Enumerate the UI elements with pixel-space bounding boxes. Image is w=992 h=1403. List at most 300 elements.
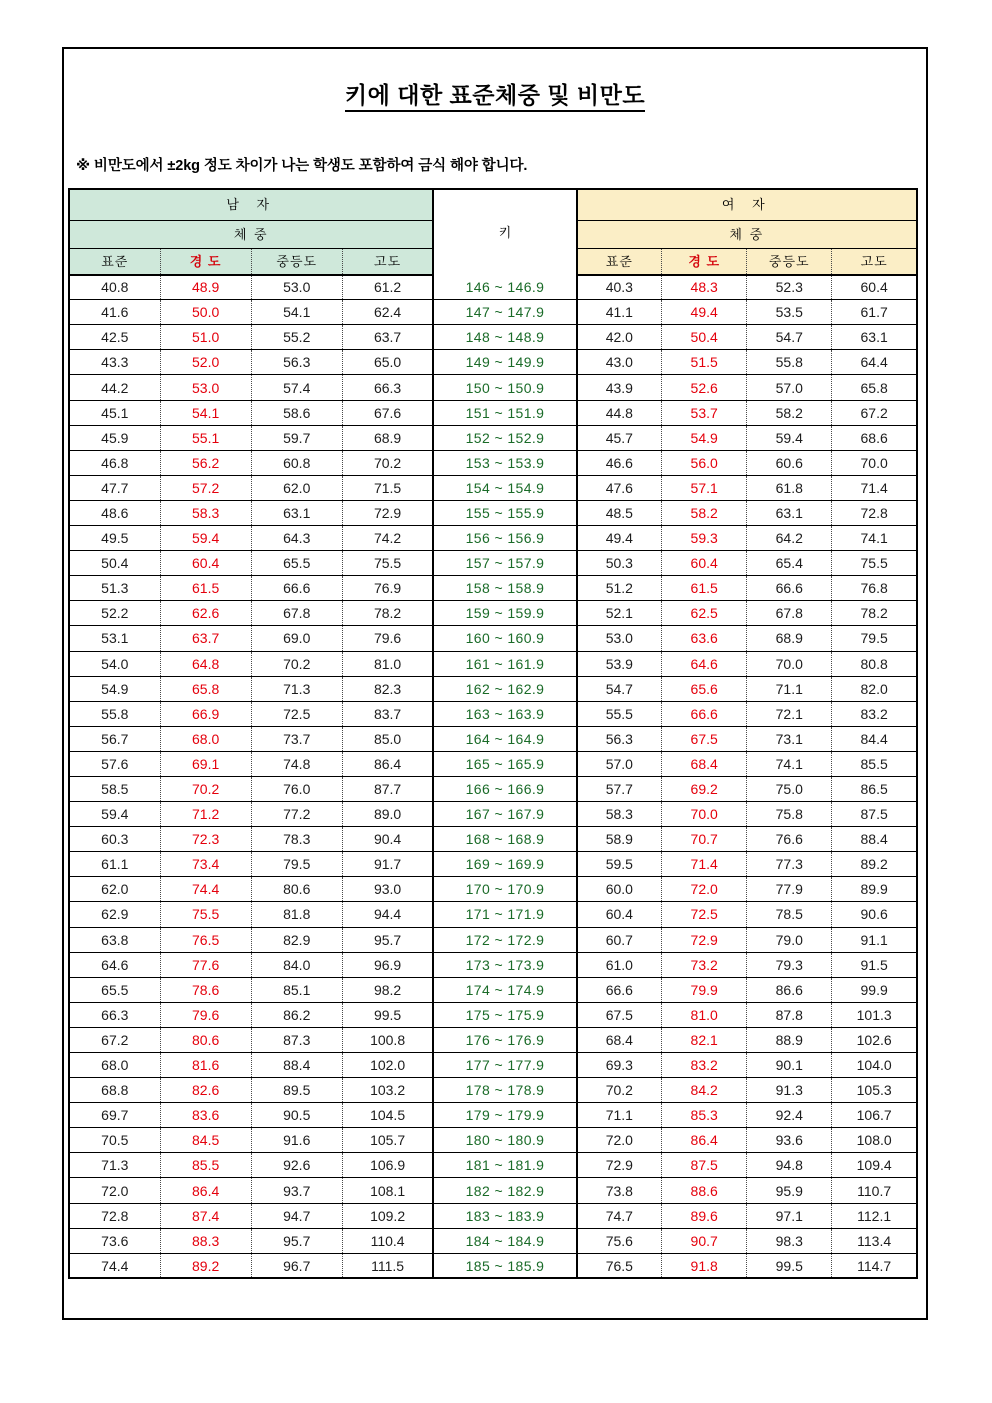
cell-male-mild: 57.2 bbox=[160, 475, 251, 500]
cell-female-standard: 70.2 bbox=[577, 1078, 662, 1103]
cell-height-range: 176 ~ 176.9 bbox=[433, 1027, 576, 1052]
cell-male-moderate: 56.3 bbox=[251, 350, 342, 375]
cell-height-range: 168 ~ 168.9 bbox=[433, 827, 576, 852]
cell-male-mild: 69.1 bbox=[160, 751, 251, 776]
cell-male-mild: 54.1 bbox=[160, 400, 251, 425]
cell-female-standard: 53.9 bbox=[577, 651, 662, 676]
cell-male-severe: 65.0 bbox=[342, 350, 433, 375]
cell-female-mild: 61.5 bbox=[662, 576, 747, 601]
cell-male-moderate: 80.6 bbox=[251, 877, 342, 902]
table-row bbox=[69, 1153, 917, 1178]
cell-male-severe: 75.5 bbox=[342, 551, 433, 576]
table-row bbox=[69, 400, 917, 425]
cell-male-standard: 55.8 bbox=[69, 701, 160, 726]
cell-male-moderate: 77.2 bbox=[251, 802, 342, 827]
cell-height-range: 162 ~ 162.9 bbox=[433, 676, 576, 701]
cell-female-standard: 43.9 bbox=[577, 375, 662, 400]
cell-male-moderate: 64.3 bbox=[251, 526, 342, 551]
col-header-male-mild: 경 도 bbox=[160, 249, 251, 275]
cell-male-moderate: 60.8 bbox=[251, 450, 342, 475]
cell-female-mild: 49.4 bbox=[662, 300, 747, 325]
cell-height-range: 185 ~ 185.9 bbox=[433, 1253, 576, 1278]
cell-female-moderate: 59.4 bbox=[747, 425, 832, 450]
cell-male-mild: 71.2 bbox=[160, 802, 251, 827]
cell-female-mild: 72.5 bbox=[662, 902, 747, 927]
cell-male-severe: 94.4 bbox=[342, 902, 433, 927]
cell-female-standard: 68.4 bbox=[577, 1027, 662, 1052]
cell-height-range: 164 ~ 164.9 bbox=[433, 726, 576, 751]
cell-female-moderate: 77.3 bbox=[747, 852, 832, 877]
cell-female-standard: 75.6 bbox=[577, 1228, 662, 1253]
cell-height-range: 154 ~ 154.9 bbox=[433, 475, 576, 500]
table-body bbox=[69, 189, 917, 1279]
cell-female-mild: 73.2 bbox=[662, 952, 747, 977]
cell-female-mild: 67.5 bbox=[662, 726, 747, 751]
cell-female-standard: 46.6 bbox=[577, 450, 662, 475]
cell-male-moderate: 58.6 bbox=[251, 400, 342, 425]
cell-female-moderate: 94.8 bbox=[747, 1153, 832, 1178]
cell-male-moderate: 74.8 bbox=[251, 751, 342, 776]
cell-male-mild: 56.2 bbox=[160, 450, 251, 475]
cell-male-mild: 58.3 bbox=[160, 500, 251, 525]
cell-female-severe: 104.0 bbox=[832, 1053, 917, 1078]
col-header-male-standard: 표준 bbox=[69, 249, 160, 275]
cell-male-standard: 54.9 bbox=[69, 676, 160, 701]
cell-male-severe: 74.2 bbox=[342, 526, 433, 551]
cell-female-severe: 78.2 bbox=[832, 601, 917, 626]
cell-female-standard: 49.4 bbox=[577, 526, 662, 551]
page-title bbox=[64, 82, 926, 110]
cell-male-standard: 67.2 bbox=[69, 1027, 160, 1052]
cell-height-range: 181 ~ 181.9 bbox=[433, 1153, 576, 1178]
col-header-female-severe: 고도 bbox=[832, 249, 917, 275]
cell-female-standard: 76.5 bbox=[605, 1257, 633, 1274]
table-row bbox=[69, 576, 917, 601]
table-row bbox=[69, 1203, 917, 1228]
cell-female-standard: 44.8 bbox=[577, 400, 662, 425]
cell-female-mild: 85.3 bbox=[662, 1103, 747, 1128]
cell-female-mild: 70.0 bbox=[662, 802, 747, 827]
cell-female-severe: 82.0 bbox=[832, 676, 917, 701]
cell-female-moderate: 72.1 bbox=[747, 701, 832, 726]
cell-female-mild: 88.6 bbox=[662, 1178, 747, 1203]
cell-female-moderate: 93.6 bbox=[747, 1128, 832, 1153]
cell-female-moderate: 57.0 bbox=[747, 375, 832, 400]
cell-female-mild: 71.4 bbox=[662, 852, 747, 877]
cell-male-mild: 87.4 bbox=[160, 1203, 251, 1228]
cell-female-mild: 64.6 bbox=[662, 651, 747, 676]
cell-female-severe: 64.4 bbox=[832, 350, 917, 375]
cell-male-moderate: 79.5 bbox=[251, 852, 342, 877]
table-row bbox=[69, 601, 917, 626]
cell-female-standard: 73.8 bbox=[577, 1178, 662, 1203]
cell-female-moderate: 79.0 bbox=[747, 927, 832, 952]
cell-female-standard: 60.0 bbox=[577, 877, 662, 902]
cell-male-standard: 42.5 bbox=[69, 325, 160, 350]
table-row bbox=[69, 375, 917, 400]
cell-female-mild: 66.6 bbox=[662, 701, 747, 726]
cell-male-severe: 86.4 bbox=[342, 751, 433, 776]
cell-male-moderate: 65.5 bbox=[251, 551, 342, 576]
cell-female-mild: 63.6 bbox=[662, 626, 747, 651]
cell-male-severe: 105.7 bbox=[342, 1128, 433, 1153]
cell-male-mild: 72.3 bbox=[160, 827, 251, 852]
cell-male-mild: 63.7 bbox=[160, 626, 251, 651]
cell-male-standard: 73.6 bbox=[69, 1228, 160, 1253]
cell-female-moderate: 95.9 bbox=[747, 1178, 832, 1203]
col-header-male-moderate: 중등도 bbox=[251, 249, 342, 275]
table-row bbox=[69, 551, 917, 576]
cell-female-standard: 60.7 bbox=[577, 927, 662, 952]
cell-height-range: 146 ~ 146.9 bbox=[433, 275, 576, 300]
cell-male-severe: 103.2 bbox=[342, 1078, 433, 1103]
table-row bbox=[69, 425, 917, 450]
cell-male-moderate: 87.3 bbox=[251, 1027, 342, 1052]
cell-male-moderate: 93.7 bbox=[251, 1178, 342, 1203]
table-row bbox=[69, 1128, 917, 1153]
cell-male-moderate: 71.3 bbox=[251, 676, 342, 701]
cell-female-moderate: 98.3 bbox=[747, 1228, 832, 1253]
cell-female-mild: 70.7 bbox=[662, 827, 747, 852]
cell-female-standard: 69.3 bbox=[577, 1053, 662, 1078]
cell-female-severe: 89.9 bbox=[832, 877, 917, 902]
cell-male-moderate: 91.6 bbox=[251, 1128, 342, 1153]
cell-male-mild: 52.0 bbox=[160, 350, 251, 375]
cell-male-standard: 53.1 bbox=[69, 626, 160, 651]
cell-height-range: 170 ~ 170.9 bbox=[433, 877, 576, 902]
cell-female-severe: 87.5 bbox=[832, 802, 917, 827]
cell-female-mild: 48.3 bbox=[662, 275, 747, 300]
cell-male-severe: 79.6 bbox=[342, 626, 433, 651]
cell-height-range: 152 ~ 152.9 bbox=[433, 425, 576, 450]
cell-height-range: 165 ~ 165.9 bbox=[433, 751, 576, 776]
cell-female-moderate: 76.6 bbox=[747, 827, 832, 852]
cell-male-severe: 100.8 bbox=[342, 1027, 433, 1052]
cell-female-mild: 91.8 bbox=[662, 1253, 747, 1278]
cell-female-moderate: 74.1 bbox=[747, 751, 832, 776]
cell-male-standard: 58.5 bbox=[69, 776, 160, 801]
cell-male-severe: 68.9 bbox=[342, 425, 433, 450]
cell-male-mild: 77.6 bbox=[160, 952, 251, 977]
cell-female-severe: 70.0 bbox=[832, 450, 917, 475]
cell-female-standard: 56.3 bbox=[577, 726, 662, 751]
cell-height-range: 177 ~ 177.9 bbox=[433, 1053, 576, 1078]
cell-female-severe: 114.7 bbox=[832, 1253, 917, 1278]
cell-height-range: 172 ~ 172.9 bbox=[433, 927, 576, 952]
table-row bbox=[69, 1078, 917, 1103]
cell-female-moderate: 70.0 bbox=[747, 651, 832, 676]
cell-male-mild: 53.0 bbox=[160, 375, 251, 400]
cell-female-severe: 91.1 bbox=[832, 927, 917, 952]
cell-male-standard: 70.5 bbox=[69, 1128, 160, 1153]
cell-height-range: 184 ~ 184.9 bbox=[433, 1228, 576, 1253]
cell-male-mild: 48.9 bbox=[160, 275, 251, 300]
table-row bbox=[69, 977, 917, 1002]
cell-male-severe: 95.7 bbox=[342, 927, 433, 952]
cell-female-moderate: 75.0 bbox=[747, 776, 832, 801]
table-row bbox=[69, 500, 917, 525]
cell-male-severe: 109.2 bbox=[342, 1203, 433, 1228]
cell-female-moderate: 54.7 bbox=[747, 325, 832, 350]
cell-male-mild: 78.6 bbox=[160, 977, 251, 1002]
bmi-table-wrap bbox=[68, 188, 918, 1280]
cell-male-severe: 78.2 bbox=[342, 601, 433, 626]
cell-female-severe: 113.4 bbox=[832, 1228, 917, 1253]
cell-male-moderate: 57.4 bbox=[251, 375, 342, 400]
cell-female-severe: 99.9 bbox=[832, 977, 917, 1002]
cell-male-severe: 93.0 bbox=[342, 877, 433, 902]
col-header-female-moderate: 중등도 bbox=[747, 249, 832, 275]
cell-female-severe: 71.4 bbox=[832, 475, 917, 500]
cell-male-severe: 76.9 bbox=[342, 576, 433, 601]
cell-male-standard: 50.4 bbox=[69, 551, 160, 576]
table-row bbox=[69, 701, 917, 726]
cell-female-standard: 52.1 bbox=[577, 601, 662, 626]
cell-height-range: 171 ~ 171.9 bbox=[433, 902, 576, 927]
cell-height-range: 180 ~ 180.9 bbox=[433, 1128, 576, 1153]
cell-male-severe: 70.2 bbox=[342, 450, 433, 475]
table-row bbox=[69, 802, 917, 827]
cell-female-mild: 79.9 bbox=[662, 977, 747, 1002]
cell-female-standard: 40.3 bbox=[577, 275, 662, 300]
cell-female-mild: 53.7 bbox=[662, 400, 747, 425]
table-row bbox=[69, 1002, 917, 1027]
cell-female-mild: 57.1 bbox=[662, 475, 747, 500]
group-title-row bbox=[69, 189, 917, 221]
col-header-female-standard: 표준 bbox=[577, 249, 662, 275]
cell-female-standard: 50.3 bbox=[577, 551, 662, 576]
cell-female-severe: 101.3 bbox=[832, 1002, 917, 1027]
cell-male-mild: 59.4 bbox=[160, 526, 251, 551]
cell-female-moderate: 53.5 bbox=[747, 300, 832, 325]
cell-male-moderate: 62.0 bbox=[251, 475, 342, 500]
table-row bbox=[69, 450, 917, 475]
cell-male-moderate: 94.7 bbox=[251, 1203, 342, 1228]
cell-male-mild: 79.6 bbox=[160, 1002, 251, 1027]
cell-female-standard: 61.0 bbox=[577, 952, 662, 977]
cell-female-standard: 42.0 bbox=[577, 325, 662, 350]
cell-male-moderate: 66.6 bbox=[251, 576, 342, 601]
cell-female-mild: 52.6 bbox=[662, 375, 747, 400]
cell-height-range: 148 ~ 148.9 bbox=[433, 325, 576, 350]
cell-male-mild: 55.1 bbox=[160, 425, 251, 450]
cell-male-standard: 59.4 bbox=[69, 802, 160, 827]
cell-female-severe: 89.2 bbox=[832, 852, 917, 877]
cell-female-moderate: 88.9 bbox=[747, 1027, 832, 1052]
cell-female-standard: 72.0 bbox=[577, 1128, 662, 1153]
cell-male-standard: 72.8 bbox=[69, 1203, 160, 1228]
cell-male-moderate: 73.7 bbox=[251, 726, 342, 751]
cell-male-moderate: 63.1 bbox=[251, 500, 342, 525]
cell-height-range: 156 ~ 156.9 bbox=[433, 526, 576, 551]
cell-female-severe: 75.5 bbox=[832, 551, 917, 576]
cell-male-standard: 44.2 bbox=[69, 375, 160, 400]
cell-male-standard: 57.6 bbox=[69, 751, 160, 776]
cell-female-mild: 83.2 bbox=[662, 1053, 747, 1078]
cell-male-standard: 49.5 bbox=[69, 526, 160, 551]
cell-male-severe: 110.4 bbox=[342, 1228, 433, 1253]
cell-female-standard: 58.3 bbox=[577, 802, 662, 827]
cell-height-range: 155 ~ 155.9 bbox=[433, 500, 576, 525]
cell-female-severe: 65.8 bbox=[832, 375, 917, 400]
cell-female-severe: 108.0 bbox=[832, 1128, 917, 1153]
cell-male-moderate: 84.0 bbox=[251, 952, 342, 977]
cell-male-standard: 43.3 bbox=[69, 350, 160, 375]
cell-male-mild: 61.5 bbox=[160, 576, 251, 601]
cell-male-mild: 84.5 bbox=[160, 1128, 251, 1153]
cell-female-moderate: 58.2 bbox=[747, 400, 832, 425]
cell-female-severe: 102.6 bbox=[832, 1027, 917, 1052]
cell-male-mild: 60.4 bbox=[160, 551, 251, 576]
cell-male-standard: 65.5 bbox=[69, 977, 160, 1002]
cell-male-standard: 48.6 bbox=[69, 500, 160, 525]
cell-male-moderate: 89.5 bbox=[251, 1078, 342, 1103]
cell-male-standard: 41.6 bbox=[69, 300, 160, 325]
cell-male-standard: 62.9 bbox=[69, 902, 160, 927]
cell-height-range: 150 ~ 150.9 bbox=[433, 375, 576, 400]
cell-male-standard: 69.7 bbox=[69, 1103, 160, 1128]
cell-height-range: 167 ~ 167.9 bbox=[433, 802, 576, 827]
cell-female-moderate: 78.5 bbox=[747, 902, 832, 927]
cell-male-moderate: 59.7 bbox=[251, 425, 342, 450]
cell-female-severe: 91.5 bbox=[832, 952, 917, 977]
cell-female-severe: 90.6 bbox=[832, 902, 917, 927]
cell-male-severe: 63.7 bbox=[342, 325, 433, 350]
cell-height-range: 159 ~ 159.9 bbox=[433, 601, 576, 626]
cell-female-mild: 69.2 bbox=[662, 776, 747, 801]
cell-female-severe: 112.1 bbox=[832, 1203, 917, 1228]
cell-male-severe: 85.0 bbox=[342, 726, 433, 751]
cell-male-moderate: 55.2 bbox=[251, 325, 342, 350]
cell-female-moderate: 86.6 bbox=[747, 977, 832, 1002]
cell-female-standard: 71.1 bbox=[577, 1103, 662, 1128]
cell-height-range: 153 ~ 153.9 bbox=[433, 450, 576, 475]
standard-weight-obesity-table bbox=[68, 188, 918, 1280]
cell-male-mild: 89.2 bbox=[160, 1253, 251, 1278]
cell-male-mild: 75.5 bbox=[160, 902, 251, 927]
cell-female-severe: 74.1 bbox=[832, 526, 917, 551]
cell-male-standard: 74.4 bbox=[101, 1257, 129, 1274]
cell-male-mild: 51.0 bbox=[160, 325, 251, 350]
col-header-female-mild: 경 도 bbox=[662, 249, 747, 275]
cell-female-mild: 86.4 bbox=[662, 1128, 747, 1153]
cell-female-standard: 58.9 bbox=[577, 827, 662, 852]
cell-height-range: 182 ~ 182.9 bbox=[433, 1178, 576, 1203]
cell-height-range: 149 ~ 149.9 bbox=[433, 350, 576, 375]
cell-male-severe: 89.0 bbox=[342, 802, 433, 827]
cell-male-mild: 66.9 bbox=[160, 701, 251, 726]
cell-male-mild: 81.6 bbox=[160, 1053, 251, 1078]
cell-female-mild: 87.5 bbox=[662, 1153, 747, 1178]
cell-female-severe: 106.7 bbox=[832, 1103, 917, 1128]
cell-male-severe: 111.5 bbox=[342, 1253, 433, 1278]
cell-male-moderate: 67.8 bbox=[251, 601, 342, 626]
table-row bbox=[69, 1178, 917, 1203]
cell-female-standard: 67.5 bbox=[577, 1002, 662, 1027]
cell-male-mild: 88.3 bbox=[160, 1228, 251, 1253]
cell-female-moderate: 65.4 bbox=[747, 551, 832, 576]
cell-male-moderate: 86.2 bbox=[251, 1002, 342, 1027]
cell-male-mild: 86.4 bbox=[160, 1178, 251, 1203]
table-row bbox=[69, 927, 917, 952]
cell-female-mild: 62.5 bbox=[662, 601, 747, 626]
cell-male-severe: 67.6 bbox=[342, 400, 433, 425]
cell-female-severe: 60.4 bbox=[832, 275, 917, 300]
cell-female-mild: 89.6 bbox=[662, 1203, 747, 1228]
cell-female-standard: 74.7 bbox=[577, 1203, 662, 1228]
table-row bbox=[69, 1053, 917, 1078]
group-header-female: 여 자 bbox=[577, 189, 917, 221]
cell-height-range: 175 ~ 175.9 bbox=[433, 1002, 576, 1027]
cell-female-mild: 68.4 bbox=[662, 751, 747, 776]
cell-height-range: 151 ~ 151.9 bbox=[433, 400, 576, 425]
cell-female-severe: 85.5 bbox=[832, 751, 917, 776]
cell-male-mild: 74.4 bbox=[160, 877, 251, 902]
cell-female-severe: 68.6 bbox=[832, 425, 917, 450]
table-row bbox=[69, 300, 917, 325]
cell-height-range: 183 ~ 183.9 bbox=[433, 1203, 576, 1228]
cell-female-standard: 41.1 bbox=[577, 300, 662, 325]
table-row bbox=[69, 1253, 917, 1278]
cell-female-moderate: 92.4 bbox=[747, 1103, 832, 1128]
cell-female-mild: 54.9 bbox=[662, 425, 747, 450]
cell-male-moderate: 90.5 bbox=[251, 1103, 342, 1128]
cell-height-range: 166 ~ 166.9 bbox=[433, 776, 576, 801]
cell-male-moderate: 53.0 bbox=[251, 275, 342, 300]
page-title-text: 키에 대한 표준체중 및 비만도 bbox=[345, 82, 645, 112]
cell-female-severe: 80.8 bbox=[832, 651, 917, 676]
cell-female-moderate: 64.2 bbox=[747, 526, 832, 551]
cell-male-standard: 40.8 bbox=[69, 275, 160, 300]
cell-male-standard: 62.0 bbox=[69, 877, 160, 902]
cell-female-mild: 72.9 bbox=[662, 927, 747, 952]
cell-female-mild: 59.3 bbox=[662, 526, 747, 551]
cell-height-range: 169 ~ 169.9 bbox=[433, 852, 576, 877]
cell-height-range: 161 ~ 161.9 bbox=[433, 651, 576, 676]
cell-male-standard: 45.1 bbox=[69, 400, 160, 425]
cell-female-severe: 79.5 bbox=[832, 626, 917, 651]
cell-female-standard: 57.7 bbox=[577, 776, 662, 801]
cell-female-mild: 72.0 bbox=[662, 877, 747, 902]
cell-male-standard: 61.1 bbox=[69, 852, 160, 877]
cell-female-standard: 53.0 bbox=[577, 626, 662, 651]
cell-male-moderate: 76.0 bbox=[251, 776, 342, 801]
cell-female-standard: 57.0 bbox=[577, 751, 662, 776]
cell-female-standard: 54.7 bbox=[577, 676, 662, 701]
cell-male-severe: 82.3 bbox=[342, 676, 433, 701]
cell-male-severe: 62.4 bbox=[342, 300, 433, 325]
cell-male-standard: 54.0 bbox=[69, 651, 160, 676]
cell-male-mild: 83.6 bbox=[160, 1103, 251, 1128]
cell-male-standard: 71.3 bbox=[69, 1153, 160, 1178]
cell-female-severe: 110.7 bbox=[832, 1178, 917, 1203]
cell-female-standard: 45.7 bbox=[577, 425, 662, 450]
cell-female-severe: 109.4 bbox=[832, 1153, 917, 1178]
cell-height-range: 178 ~ 178.9 bbox=[433, 1078, 576, 1103]
cell-male-standard: 60.3 bbox=[69, 827, 160, 852]
table-row bbox=[69, 952, 917, 977]
cell-female-mild: 60.4 bbox=[662, 551, 747, 576]
cell-male-standard: 72.0 bbox=[69, 1178, 160, 1203]
cell-male-moderate: 82.9 bbox=[251, 927, 342, 952]
cell-male-moderate: 78.3 bbox=[251, 827, 342, 852]
cell-female-moderate: 79.3 bbox=[747, 952, 832, 977]
cell-male-severe: 108.1 bbox=[342, 1178, 433, 1203]
cell-female-moderate: 68.9 bbox=[747, 626, 832, 651]
cell-female-mild: 51.5 bbox=[662, 350, 747, 375]
cell-male-standard: 63.8 bbox=[69, 927, 160, 952]
table-row bbox=[69, 726, 917, 751]
